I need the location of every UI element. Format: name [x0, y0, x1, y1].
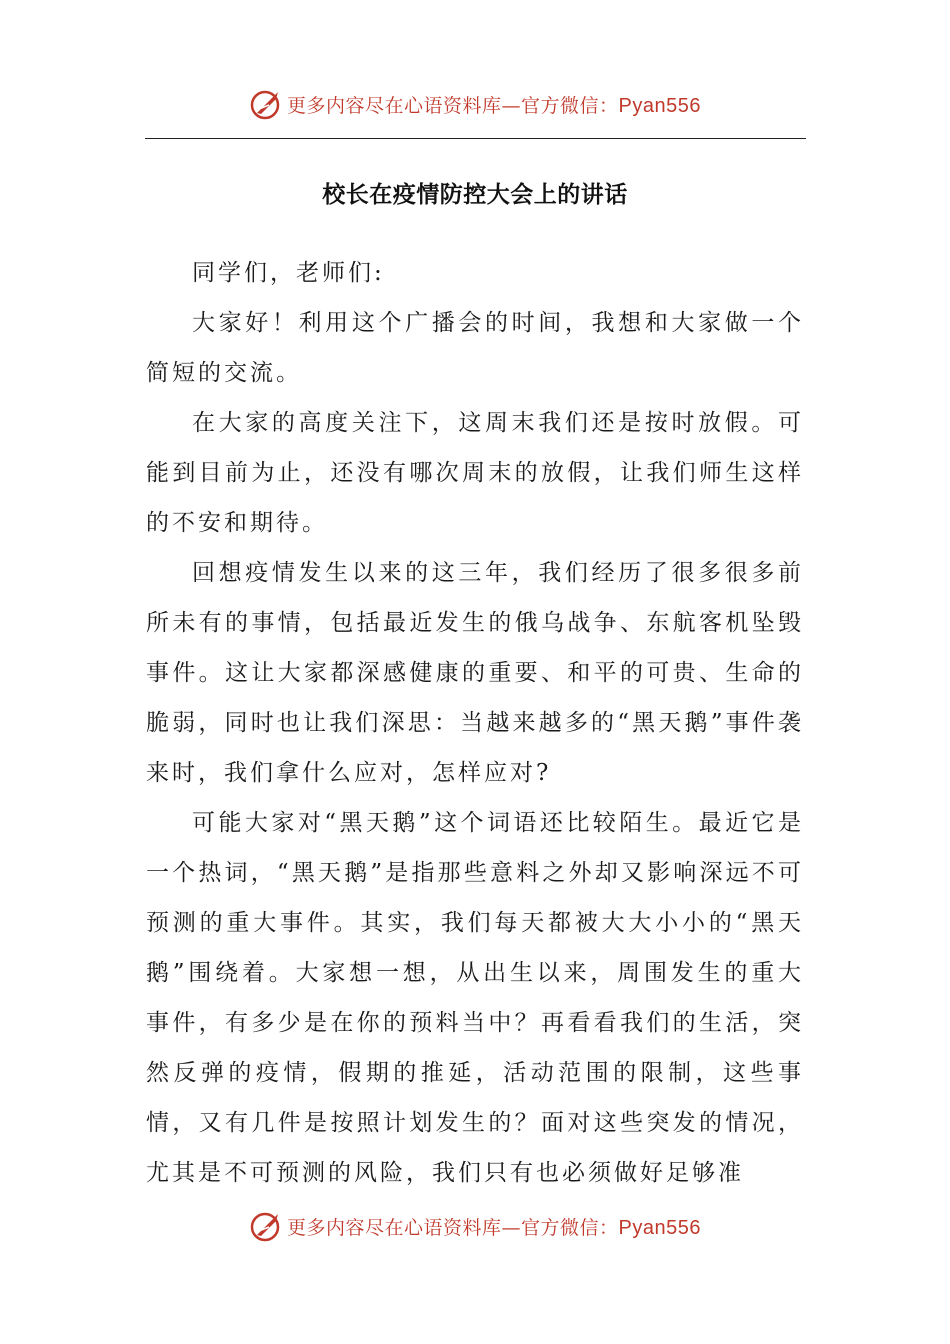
paragraph: 回想疫情发生以来的这三年，我们经历了很多很多前所未有的事情，包括最近发生的俄乌战争、东航客机坠毁事件。这让大家都深感健康的重要、和平的可贵、生命的脆弱，同时也让我们深思：当越来越多的“黑天鹅”事件袭来时，我们拿什么应对，怎样应对?	[146, 560, 804, 786]
header-banner	[0, 84, 950, 124]
header-banner-text: 更多内容尽在心语资料库—官方微信：Pyan556	[287, 94, 701, 117]
paragraph: 大家好！利用这个广播会的时间，我想和大家做一个简短的交流。	[146, 310, 804, 386]
salutation: 同学们，老师们:	[192, 260, 385, 286]
wechat-id: Pyan556	[618, 1216, 701, 1239]
paragraph: 在大家的高度关注下，这周末我们还是按时放假。可能到目前为止，还没有哪次周末的放假，让我们师生这样的不安和期待。	[146, 410, 804, 536]
paragraph: 可能大家对“黑天鹅”这个词语还比较陌生。最近它是一个热词，“黑天鹅”是指那些意料之外却又影响深远不可预测的重大事件。其实，我们每天都被大大小小的“黑天鹅”围绕着。大家想一想，从出生以来，周围发生的重大事件，有多少是在你的预料当中？再看看我们的生活，突然反弹的疫情，假期的推延，活动范围的限制，这些事情，又有几件是按照计划发生的？面对这些突发的情况，尤其是不可预测的风险，我们只有也必须做好足够准	[146, 810, 804, 1186]
wechat-id: Pyan556	[618, 94, 701, 117]
footer-banner	[0, 1206, 950, 1246]
document-body	[146, 248, 804, 1198]
document-title: 校长在疫情防控大会上的讲话	[322, 182, 628, 208]
quill-logo-icon	[249, 1209, 283, 1243]
footer-banner-text: 更多内容尽在心语资料库—官方微信：Pyan556	[287, 1216, 701, 1239]
quill-logo-icon	[249, 87, 283, 121]
header-divider	[145, 138, 806, 139]
